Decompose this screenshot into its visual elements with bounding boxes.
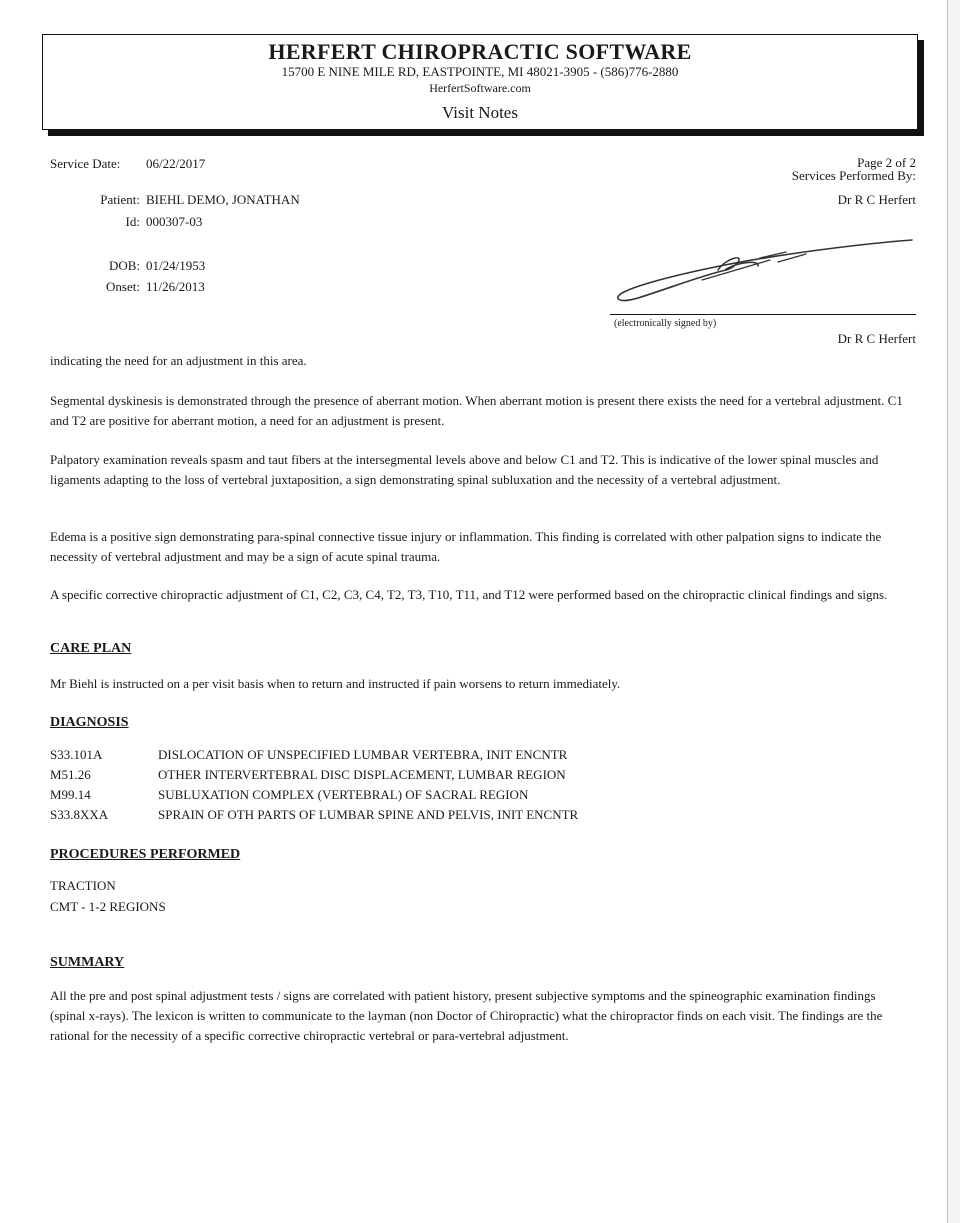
services-performed-label: Services Performed By: (791, 168, 916, 183)
company-address: 15700 E NINE MILE RD, EASTPOINTE, MI 48021-3905 - (586)776-2880 (281, 64, 679, 79)
provider-name: Dr R C Herfert (837, 192, 916, 207)
onset-value: 11/26/2013 (146, 279, 205, 294)
signature-caption: (electronically signed by) (614, 318, 717, 329)
paragraph-adjustment: A specific corrective chiropractic adjustment of C1, C2, C3, C4, T2, T3, T10, T11, and T12 were performed based on the chiropractic clinical findings and signs. (50, 587, 888, 602)
diagnosis-code: S33.8XXA (50, 807, 109, 822)
diagnosis-code: S33.101A (50, 747, 103, 762)
service-date-value: 06/22/2017 (146, 156, 206, 171)
diagnosis-description: SPRAIN OF OTH PARTS OF LUMBAR SPINE AND PELVIS, INIT ENCNTR (158, 807, 579, 822)
id-value: 000307-03 (146, 214, 203, 229)
signer-name: Dr R C Herfert (837, 331, 916, 346)
page-number: Page 2 of 2 (857, 155, 916, 170)
diagnosis-description: OTHER INTERVERTEBRAL DISC DISPLACEMENT, LUMBAR REGION (158, 767, 566, 782)
summary-heading: SUMMARY (50, 955, 125, 970)
document-title: Visit Notes (442, 103, 518, 122)
procedure-item: TRACTION (50, 878, 116, 893)
paragraph-continuation: indicating the need for an adjustment in this area. (50, 353, 307, 368)
diagnosis-code: M51.26 (50, 767, 91, 782)
procedures-heading: PROCEDURES PERFORMED (50, 847, 241, 862)
dob-value: 01/24/1953 (146, 258, 206, 273)
letterhead-box (42, 34, 918, 130)
diagnosis-heading: DIAGNOSIS (50, 715, 129, 730)
signature-line (610, 314, 916, 315)
paragraph-dyskinesis: Segmental dyskinesis is demonstrated through the presence of aberrant motion. When aberrant motion is present there exists the need for a vertebral adjustment. C1 and T2 are positive for aberrant motion, a need for an adjustment is present. (50, 393, 903, 428)
dob-label: DOB: (108, 258, 140, 273)
id-label: Id: (125, 214, 140, 229)
paragraph-edema: Edema is a positive sign demonstrating para-spinal connective tissue injury or inflammation. This finding is correlated with other palpation signs to indicate the necessity of vertebral adjustment and may be a sign of acute spinal trauma. (50, 529, 882, 564)
company-name: HERFERT CHIROPRACTIC SOFTWARE (268, 39, 692, 64)
summary-text: All the pre and post spinal adjustment tests / signs are correlated with patient history, present subjective symptoms and the spineographic examination findings (spinal x-rays). The lexicon is written to communicate to the layman (non Doctor of Chiropractic) what the chiropractor finds on each visit. The findings are the rational for the necessity of a specific corrective chiropractic vertebral or para-vertebral adjustment. (50, 988, 883, 1043)
company-website: HerfertSoftware.com (429, 81, 531, 95)
service-date-label: Service Date: (50, 156, 121, 171)
signature-image (610, 232, 916, 312)
viewer-scroll-gutter (948, 0, 960, 1223)
care-plan-heading: CARE PLAN (50, 641, 132, 656)
onset-label: Onset: (106, 279, 140, 294)
diagnosis-description: DISLOCATION OF UNSPECIFIED LUMBAR VERTEBRA, INIT ENCNTR (158, 747, 568, 762)
patient-label: Patient: (100, 192, 140, 207)
patient-value: BIEHL DEMO, JONATHAN (146, 192, 300, 207)
paragraph-palpatory: Palpatory examination reveals spasm and taut fibers at the intersegmental levels above and below C1 and T2. This is indicative of the lower spinal muscles and ligaments adapting to the loss of vertebral juxtaposition, a sign demonstrating spinal subluxation and the necessity of a vertebral adjustment. (50, 452, 879, 487)
diagnosis-description: SUBLUXATION COMPLEX (VERTEBRAL) OF SACRAL REGION (158, 787, 529, 802)
care-plan-text: Mr Biehl is instructed on a per visit basis when to return and instructed if pain worsens to return immediately. (50, 676, 621, 691)
diagnosis-code: M99.14 (50, 787, 91, 802)
procedure-item: CMT - 1-2 REGIONS (50, 899, 166, 914)
